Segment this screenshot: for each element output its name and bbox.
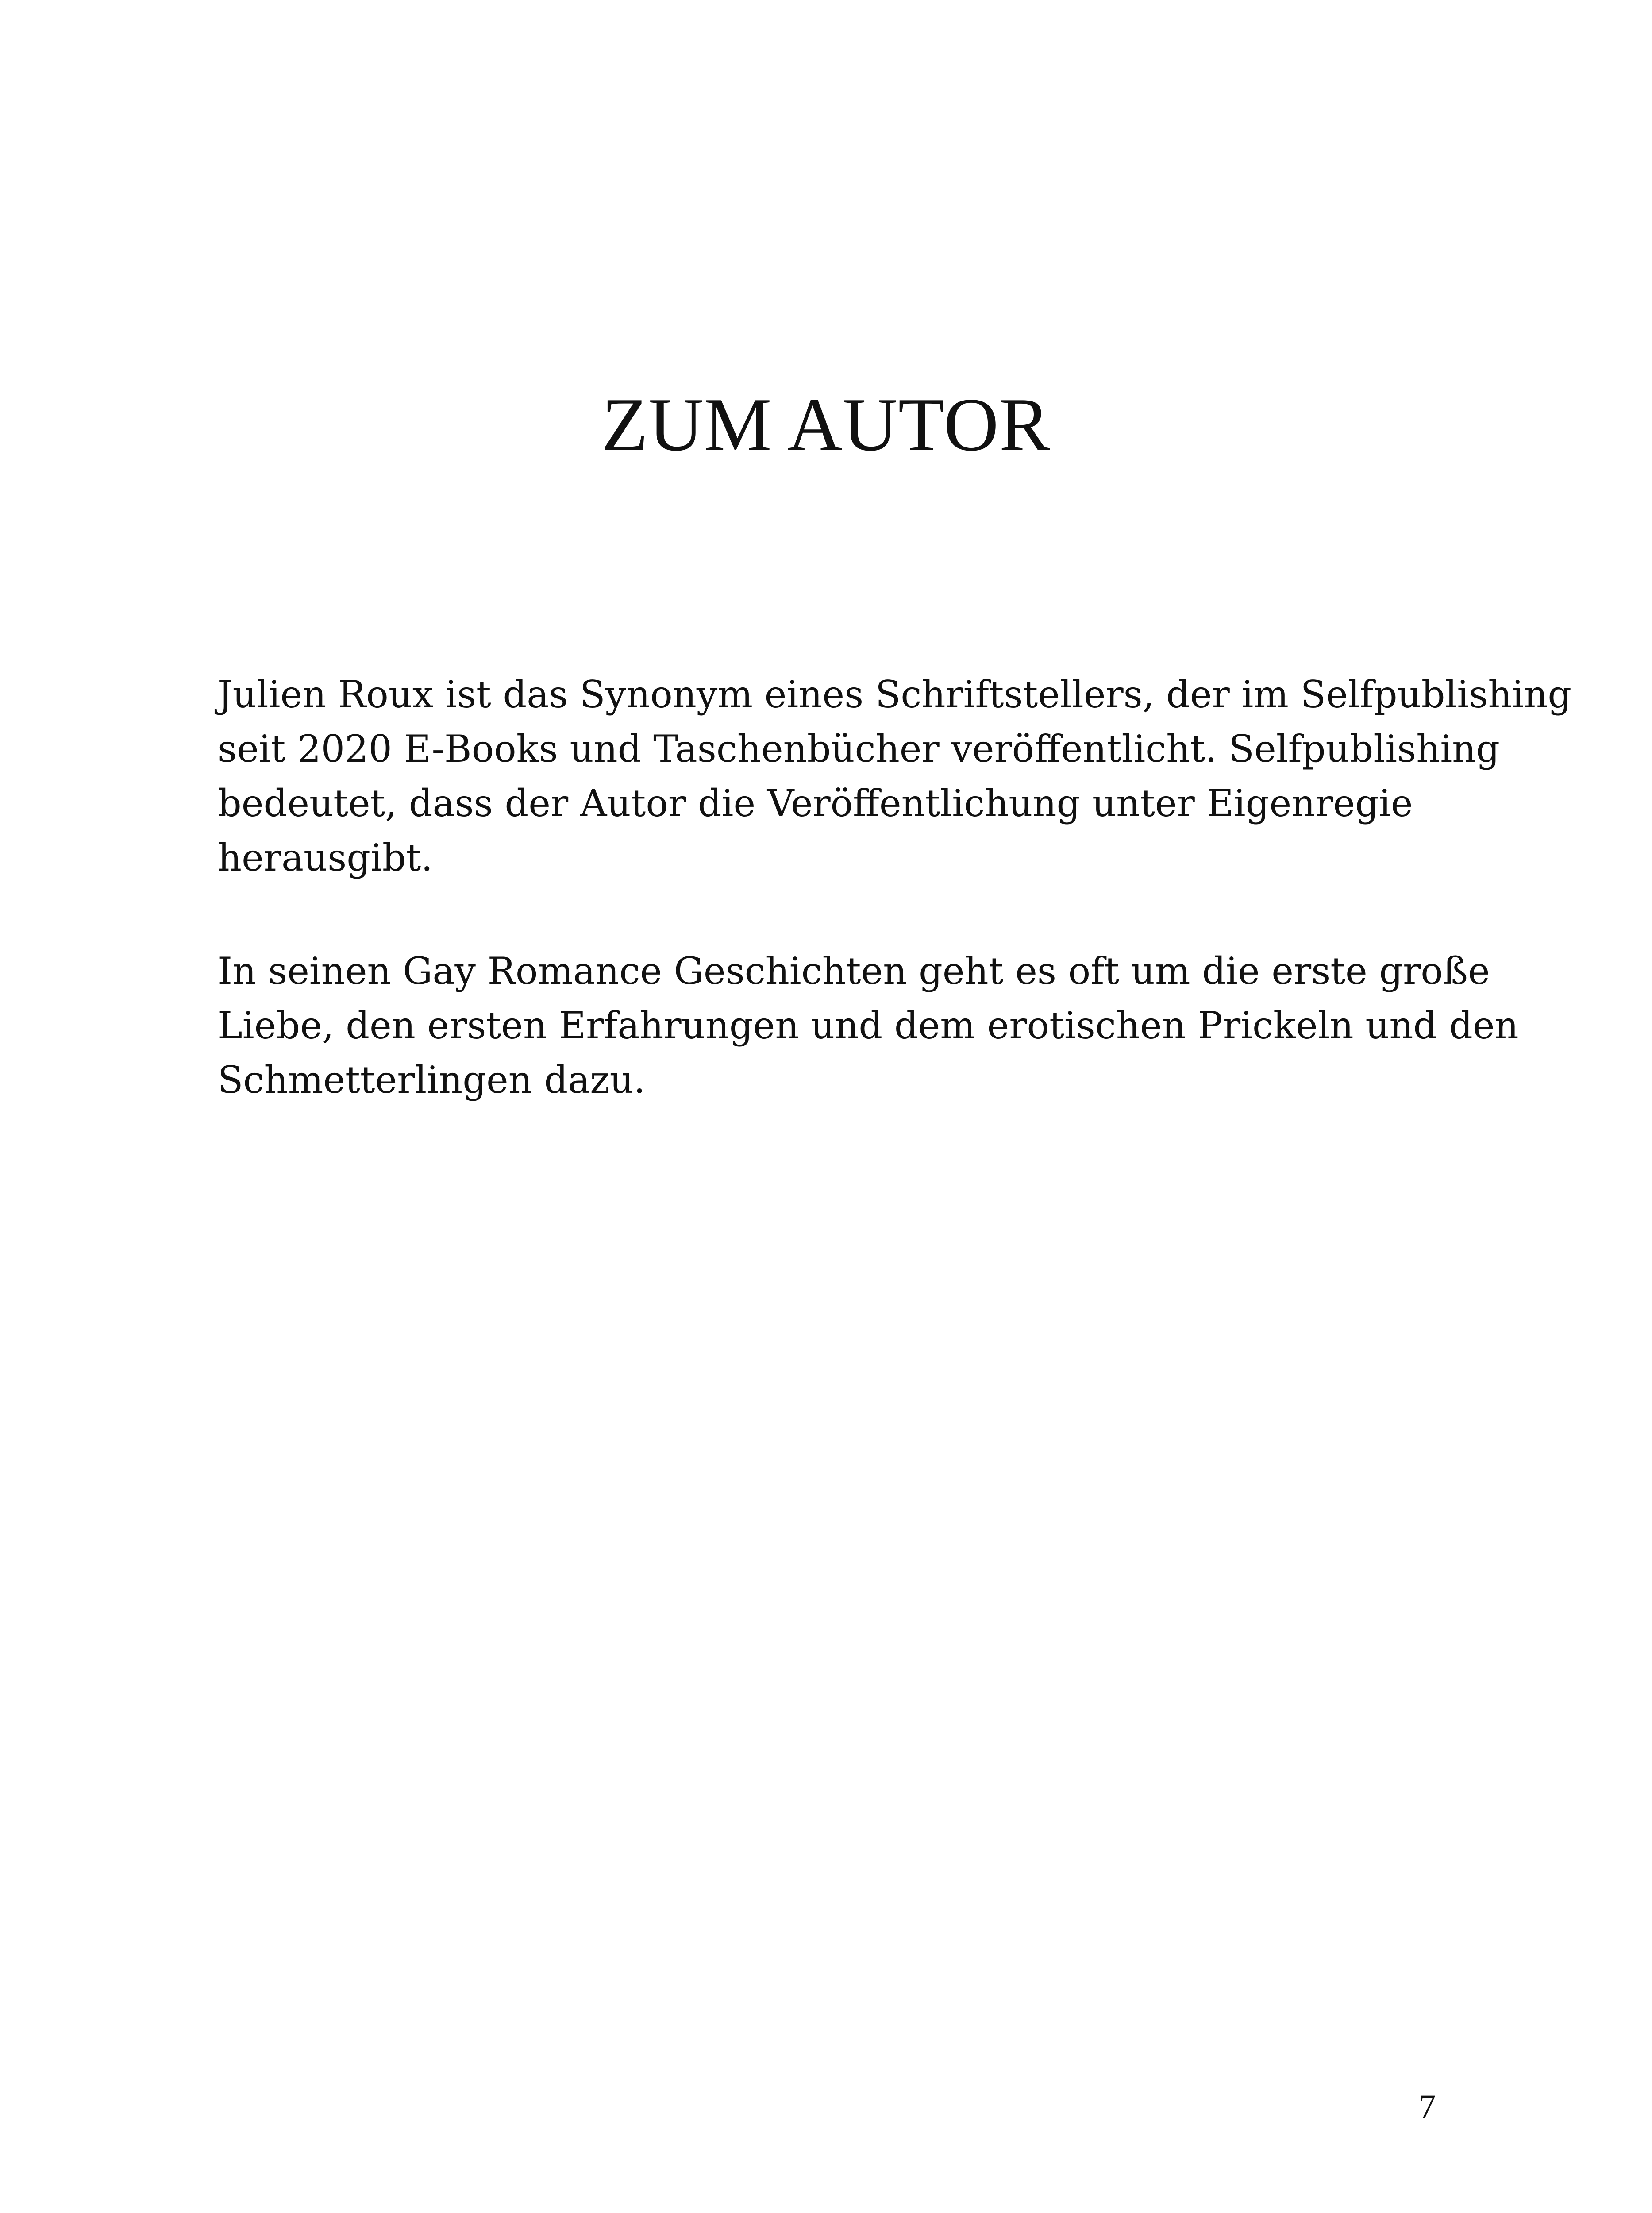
- text-line: Liebe, den ersten Erfahrungen und dem erotischen Prickeln und den: [218, 1004, 1519, 1047]
- text-line: bedeutet, dass der Autor die Veröffentlichung unter Eigenregie: [218, 782, 1413, 825]
- text-line: Julien Roux ist das Synonym eines Schriftstellers, der im Selfpublishing: [218, 673, 1572, 716]
- paragraph-author-intro: [218, 667, 1572, 885]
- text-line: herausgibt.: [218, 836, 433, 879]
- text-line: seit 2020 E-Books und Taschenbücher veröffentlicht. Selfpublishing: [218, 727, 1500, 771]
- page-title: ZUM AUTOR: [601, 383, 1051, 467]
- text-line: In seinen Gay Romance Geschichten geht es oft um die erste große: [218, 949, 1490, 993]
- paragraph-story-themes: [218, 944, 1519, 1107]
- page-number: 7: [1418, 2087, 1436, 2126]
- text-line: Schmetterlingen dazu.: [218, 1058, 646, 1102]
